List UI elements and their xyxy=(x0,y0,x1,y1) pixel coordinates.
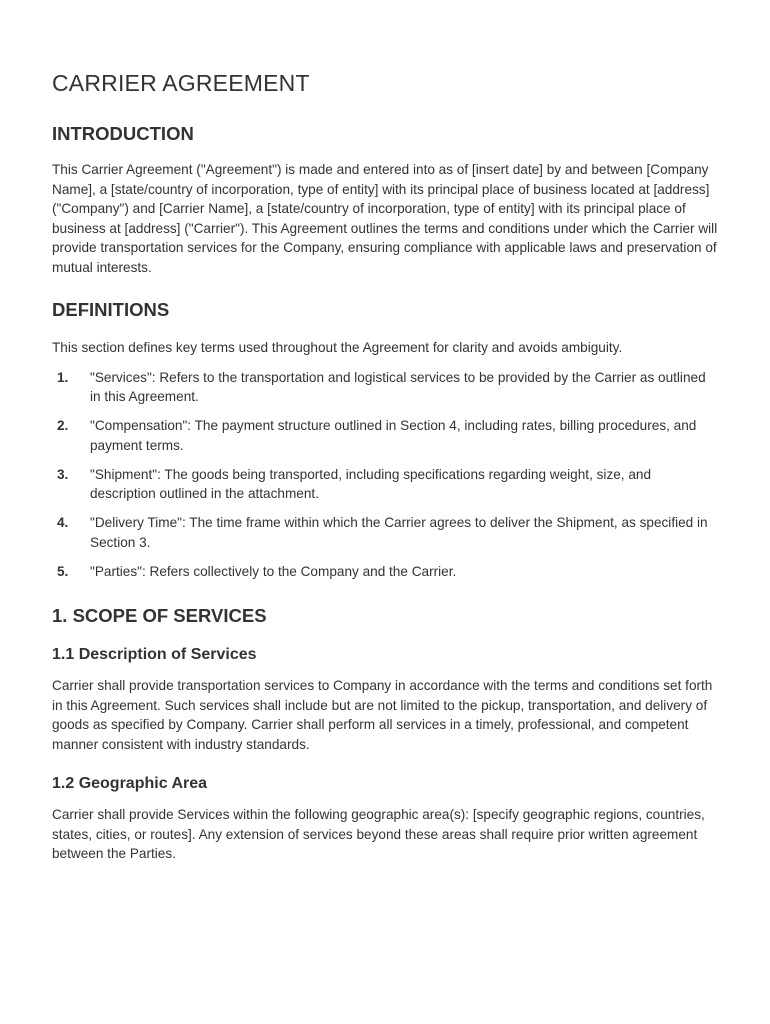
description-of-services-paragraph: Carrier shall provide transportation services to Company in accordance with the terms and conditions set forth in this Agreement. Such services shall include but are not limited to the pickup, transportation, and delivery of goods as specified by Company. Carrier shall perform all services in a timely, professional, and competent manner consistent with industry standards. xyxy=(52,678,713,752)
list-item-text: "Delivery Time": The time frame within which the Carrier agrees to deliver the Shipment, as specified in Section 3. xyxy=(90,515,708,550)
list-item-text: "Parties": Refers collectively to the Company and the Carrier. xyxy=(90,563,457,579)
geographic-area-paragraph: Carrier shall provide Services within the following geographic area(s): [specify geographic regions, countries, states, cities, or routes]. Any extension of services beyond these areas shall require prior written agreement between the Parties. xyxy=(52,807,705,861)
geographic-area-heading: 1.2 Geographic Area xyxy=(52,775,208,792)
list-item xyxy=(52,562,718,582)
list-item xyxy=(52,416,718,455)
definitions-intro: This section defines key terms used throughout the Agreement for clarity and avoids ambiguity. xyxy=(52,340,623,355)
list-item xyxy=(52,465,718,504)
definitions-heading: DEFINITIONS xyxy=(52,299,170,320)
list-item-number: 3. xyxy=(57,466,69,482)
list-item xyxy=(52,368,718,407)
list-item-text: "Compensation": The payment structure outlined in Section 4, including rates, billing procedures, and payment terms. xyxy=(90,418,697,453)
list-item-number: 1. xyxy=(57,369,69,385)
document-title: CARRIER AGREEMENT xyxy=(52,70,310,96)
definitions-list xyxy=(52,368,718,582)
list-item xyxy=(52,513,718,552)
list-item-number: 5. xyxy=(57,563,69,579)
list-item-number: 2. xyxy=(57,418,69,433)
list-item-number: 4. xyxy=(57,515,69,530)
list-item-text: "Services": Refers to the transportation and logistical services to be provided by the Carrier as outlined in this Agreement. xyxy=(90,369,706,404)
list-item-text: "Shipment": The goods being transported, including specifications regarding weight, size, and description outlined in the attachment. xyxy=(90,466,652,501)
description-of-services-heading: 1.1 Description of Services xyxy=(52,646,257,663)
introduction-paragraph: This Carrier Agreement ("Agreement") is made and entered into as of [insert date] by and between [Company Name], a [state/country of incorporation, type of entity] with its principal place of business located at [address] ("Company") and [Carrier Name], a [state/country of incorporation, type of entity] with its principal place of business at [address] ("Carrier"). This Agreement outlines the terms and conditions under which the Carrier will provide transportation services for the Company, ensuring compliance with applicable laws and preservation of mutual interests. xyxy=(52,162,718,275)
scope-heading: 1. SCOPE OF SERVICES xyxy=(52,605,267,626)
introduction-heading: INTRODUCTION xyxy=(52,123,194,144)
